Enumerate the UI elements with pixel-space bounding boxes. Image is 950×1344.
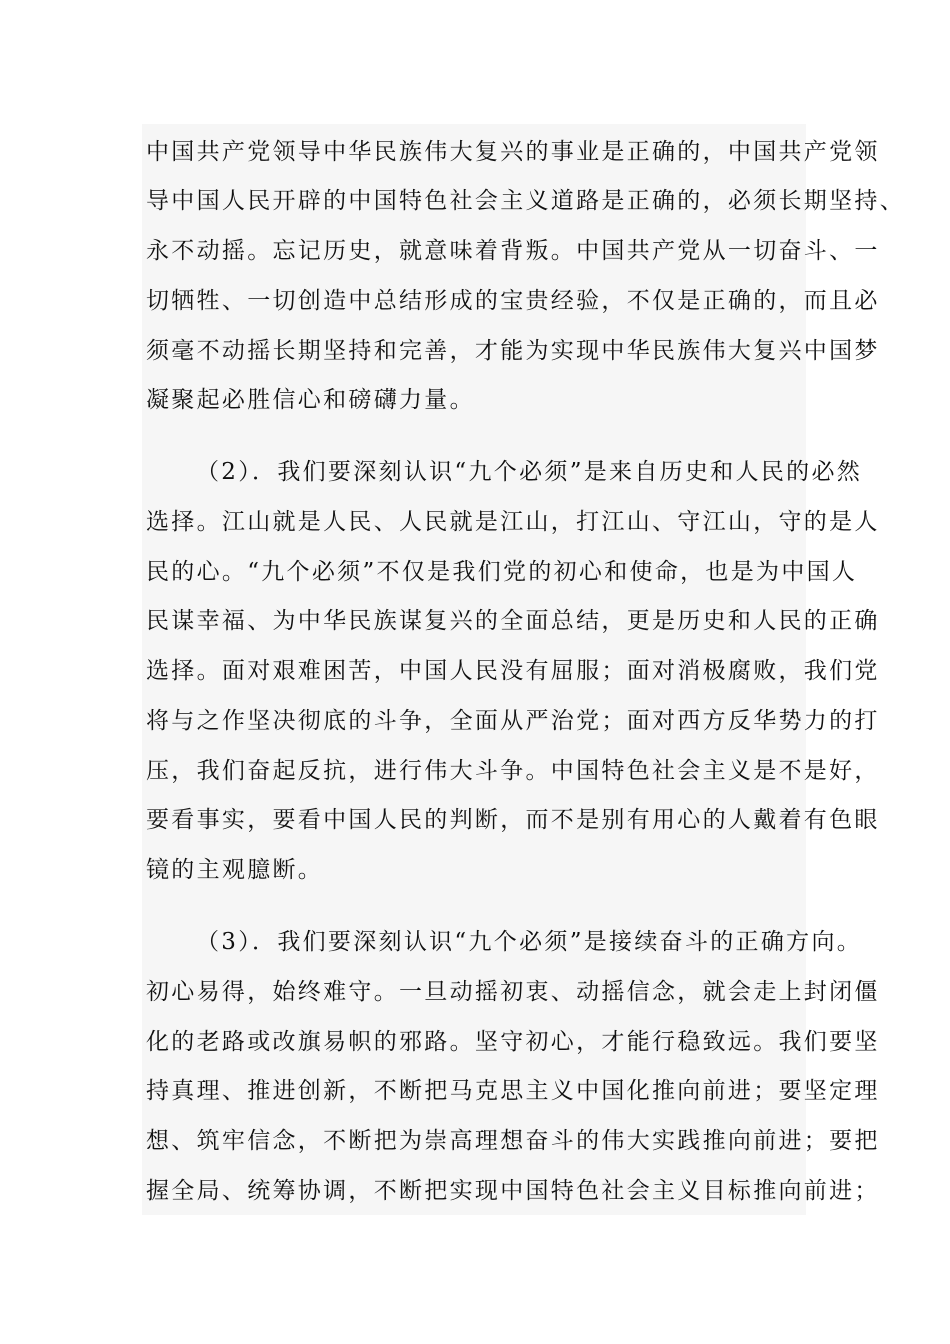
text-line: 握全局、统筹协调，不断把实现中国特色社会主义目标推向前进； <box>146 1178 880 1204</box>
text-line: 须毫不动摇长期坚持和完善，才能为实现中华民族伟大复兴中国梦 <box>146 338 880 364</box>
text-line: 导中国人民开辟的中国特色社会主义道路是正确的，必须长期坚持、 <box>146 188 905 214</box>
text-line: 民的心。“九个必须”不仅是我们党的初心和使命，也是为中国人 <box>146 559 858 585</box>
text-line: 镜的主观臆断。 <box>146 857 324 883</box>
text-line: 将与之作坚决彻底的斗争，全面从严治党；面对西方反华势力的打 <box>146 708 880 734</box>
text-line: 压，我们奋起反抗，进行伟大斗争。中国特色社会主义是不是好， <box>146 758 880 784</box>
text-line: 化的老路或改旗易帜的邪路。坚守初心，才能行稳致远。我们要坚 <box>146 1029 880 1055</box>
text-line: 想、筑牢信念，不断把为崇高理想奋斗的伟大实践推向前进；要把 <box>146 1128 880 1154</box>
text-line: 永不动摇。忘记历史，就意味着背叛。中国共产党从一切奋斗、一 <box>146 238 880 264</box>
text-line: 凝聚起必胜信心和磅礴力量。 <box>146 387 475 413</box>
text-line: 初心易得，始终难守。一旦动摇初衷、动摇信念，就会走上封闭僵 <box>146 979 880 1005</box>
paragraph-heading: （3）．我们要深刻认识“九个必须”是接续奋斗的正确方向。 <box>196 929 863 955</box>
text-line: 要看事实，要看中国人民的判断，而不是别有用心的人戴着有色眼 <box>146 807 880 833</box>
paragraph-heading: （2）．我们要深刻认识“九个必须”是来自历史和人民的必然 <box>196 459 863 485</box>
text-line: 民谋幸福、为中华民族谋复兴的全面总结，更是历史和人民的正确 <box>146 608 880 634</box>
text-line: 持真理、推进创新，不断把马克思主义中国化推向前进；要坚定理 <box>146 1078 880 1104</box>
text-line: 中国共产党领导中华民族伟大复兴的事业是正确的，中国共产党领 <box>146 139 880 165</box>
text-line: 切牺牲、一切创造中总结形成的宝贵经验，不仅是正确的，而且必 <box>146 288 880 314</box>
text-line: 选择。江山就是人民、人民就是江山，打江山、守江山，守的是人 <box>146 509 880 535</box>
text-line: 选择。面对艰难困苦，中国人民没有屈服；面对消极腐败，我们党 <box>146 658 880 684</box>
